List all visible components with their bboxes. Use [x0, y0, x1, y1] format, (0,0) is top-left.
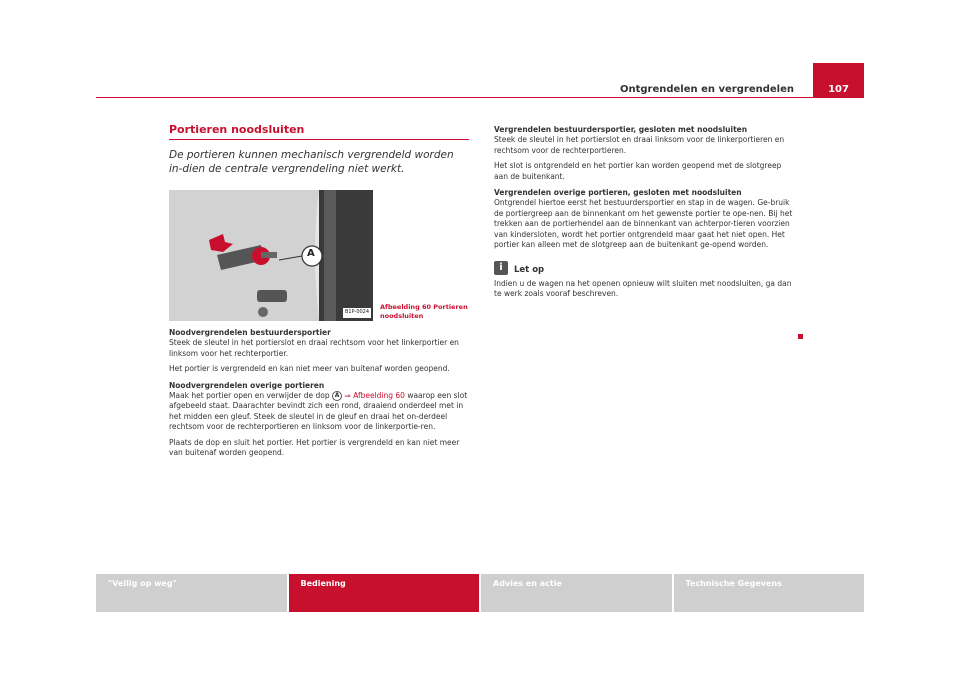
- subheading-emergency-lock-other: Noodvergrendelen overige portieren: [169, 380, 325, 390]
- figure-code: B1P-0024: [345, 309, 370, 315]
- footer-nav: [96, 574, 864, 612]
- paragraph: Steek de sleutel in het portierslot en draai linksom voor de linkerportieren en rechtsom voor de rechterportieren.: [494, 135, 785, 155]
- figure-caption-line-2: noodsluiten: [380, 312, 424, 320]
- subheading-emergency-lock-driver: Noodvergrendelen bestuurdersportier: [169, 328, 331, 337]
- footer-tab-technische-gegevens[interactable]: Technische Gegevens: [674, 574, 865, 612]
- paragraph: Het slot is ontgrendeld en het portier kan worden geopend met de slotgreep aan de buitenkant.: [494, 161, 782, 181]
- info-icon: i: [494, 261, 508, 275]
- paragraph: Plaats de dop en sluit het portier. Het portier is vergrendeld en kan niet meer van buitenaf worden geopend.: [169, 437, 460, 457]
- note-text: Indien u de wagen na het openen opnieuw wilt sluiten met noodsluiten, ga dan te werk zoals vooraf beschreven.: [494, 278, 792, 298]
- figure-callout-a: A: [307, 248, 315, 259]
- footer-tab-advies-en-actie[interactable]: Advies en actie: [481, 574, 672, 612]
- paragraph: Steek de sleutel in het portierslot en draai rechtsom voor het linkerportier en linksom voor het rechterportier.: [169, 338, 459, 358]
- subheading-unlock-driver: Vergrendelen bestuurdersportier, gesloten met noodsluiten: [494, 125, 748, 134]
- page-number: 107: [828, 84, 849, 95]
- subheading-unlock-other: Vergrendelen overige portieren, gesloten met noodsluiten: [494, 188, 742, 197]
- page-number-box: [813, 63, 864, 98]
- running-header-title: Ontgrendelen en vergrendelen: [619, 84, 794, 95]
- figure-block: [169, 190, 469, 321]
- intro-text: De portieren kunnen mechanisch vergrendeld worden in-dien de centrale vergrendeling niet werkt.: [169, 149, 454, 175]
- figure-reference-link[interactable]: ⇒ Afbeelding 60: [344, 390, 405, 400]
- footer-tab-bediening[interactable]: Bediening: [289, 574, 480, 612]
- right-column: [494, 124, 794, 305]
- paragraph: Ontgrendel hiertoe eerst het bestuurdersportier en stap in de wagen. Ge-bruik de portiergreep aan de binnenkant om het gewenste portier te ope-nen. Bij het trekken aan de portierhendel aan de binnenkant van achterpor-tieren voorzien van kindersloten, wordt het portier ontgrendeld maar gaat het niet open. Het portier kan alleen met de slotgreep aan de buitenkant ge-opend worden.: [494, 198, 793, 249]
- paragraph-text: waarop een slot afgebeeld staat. Daarachter bevindt zich een rond, draaiend onderdeel met in het midden een gleuf. Steek de sleutel in de gleuf en draai het on-derdeel rechtsom voor de rechterportieren en linksom voor de linkerportie-ren.: [169, 390, 468, 431]
- paragraph: [169, 391, 469, 433]
- door-lock-figure: [169, 190, 373, 321]
- note-title: Let op: [514, 264, 545, 275]
- note-heading: [494, 261, 794, 275]
- marker-a-icon: A: [332, 391, 342, 401]
- figure-caption-line-1: Afbeelding 60 Portieren: [380, 303, 468, 311]
- section-title: Portieren noodsluiten: [169, 123, 469, 140]
- figure-caption: [380, 303, 468, 321]
- header-rule: [96, 97, 864, 98]
- section-end-marker: [798, 334, 803, 339]
- footer-tab-veilig-op-weg[interactable]: "Veilig op weg": [96, 574, 287, 612]
- left-column: [169, 123, 469, 464]
- paragraph-text: Maak het portier open en verwijder de dop: [169, 390, 333, 400]
- door-lock-illustration: [169, 190, 373, 321]
- paragraph: Het portier is vergrendeld en kan niet meer van buitenaf worden geopend.: [169, 364, 450, 373]
